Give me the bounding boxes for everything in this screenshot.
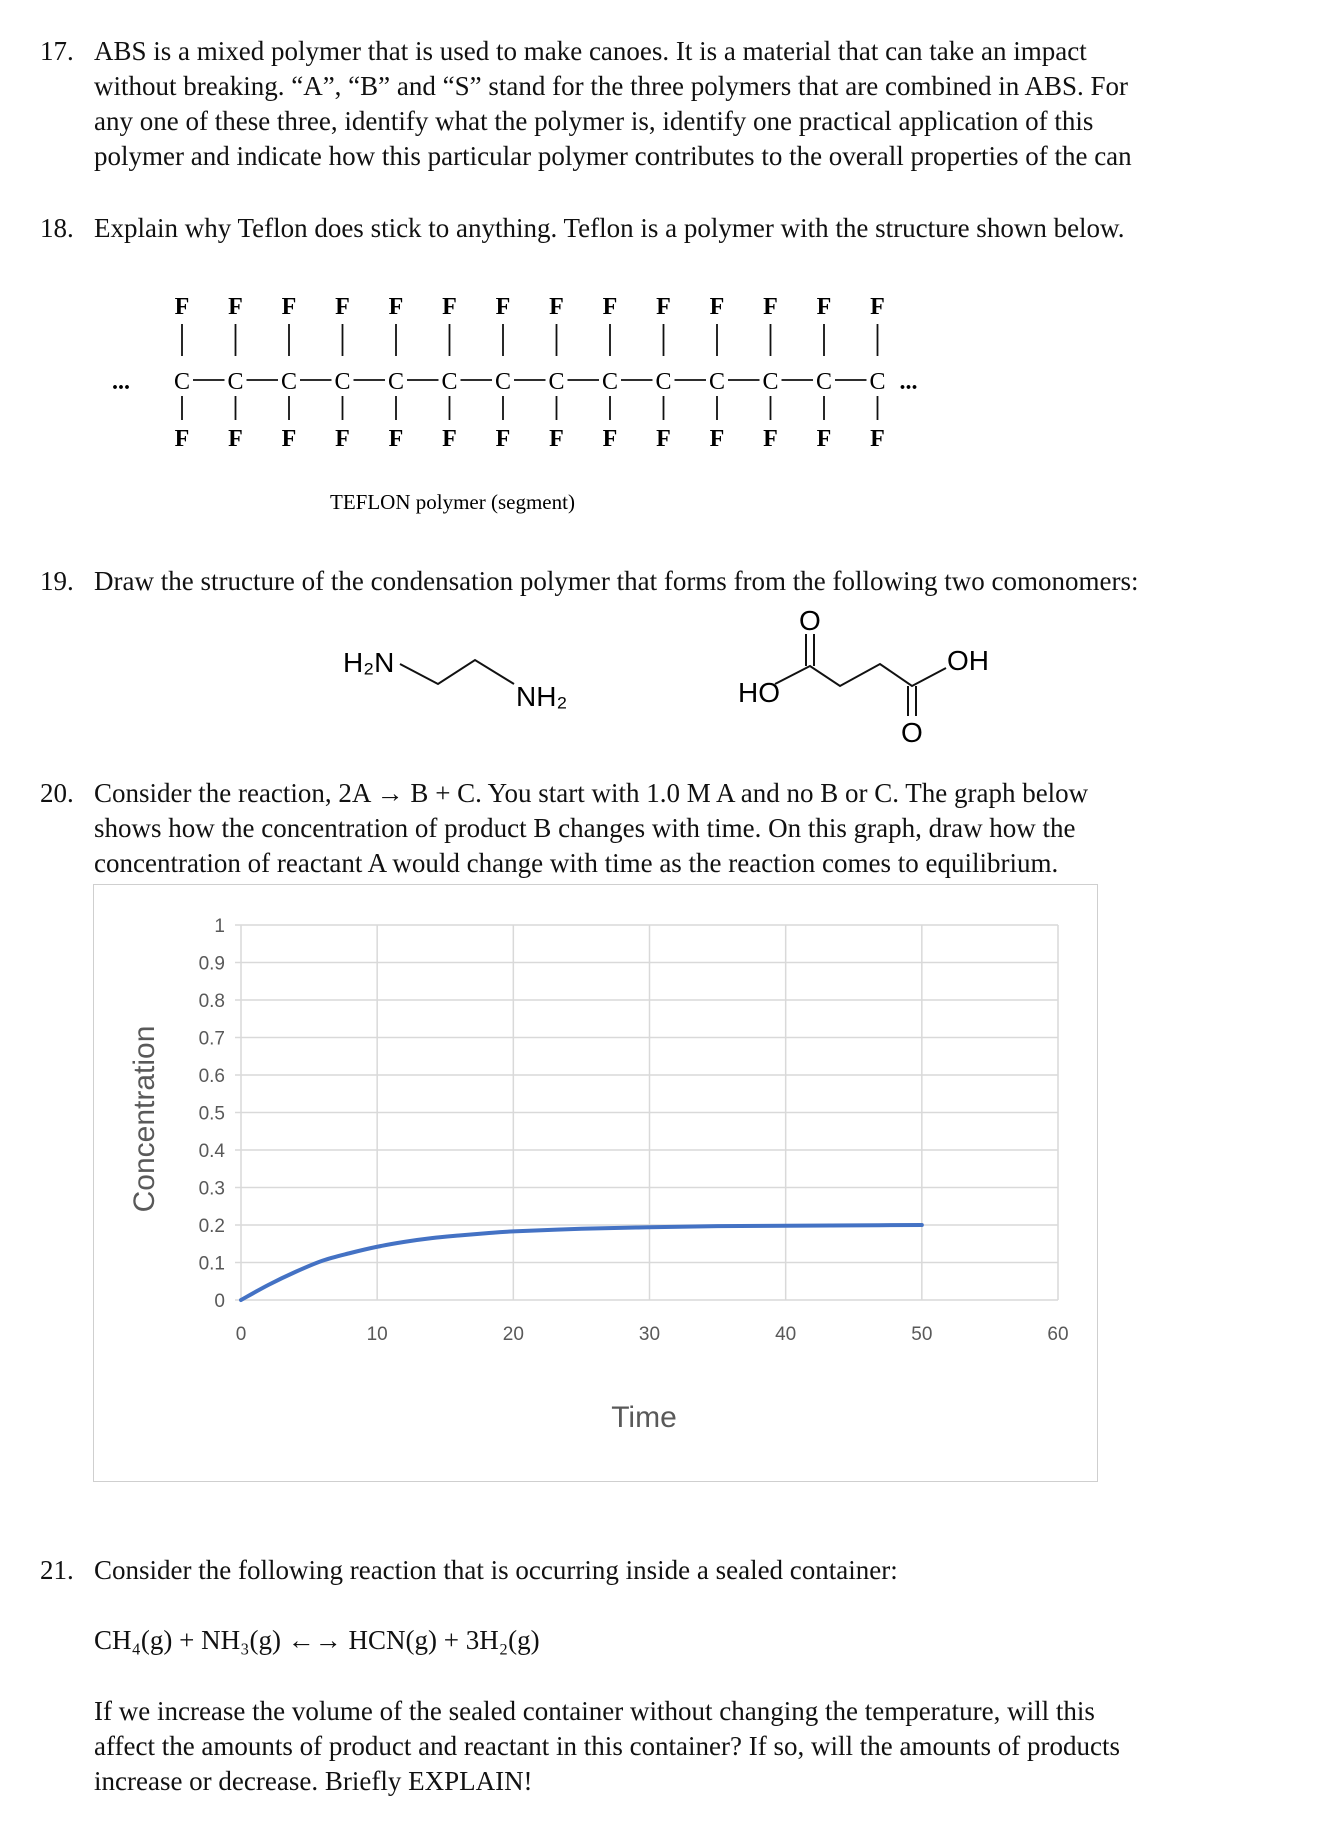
amine-group-right: NH₂ xyxy=(516,681,568,712)
y-tick-label: 0.4 xyxy=(198,1141,225,1162)
teflon-structure xyxy=(112,284,932,524)
amine-group-left: H₂N xyxy=(343,647,395,678)
x-tick-label: 50 xyxy=(911,1324,933,1345)
question-text-line: polymer and indicate how this particular polymer contributes to the overall properties of the can xyxy=(94,141,1132,171)
question-17 xyxy=(40,34,1290,174)
question-text-line: Draw the structure of the condensation polymer that forms from the following two comonomers: xyxy=(94,566,1139,596)
question-text-line: concentration of reactant A would change with time as the reaction comes to equilibrium. xyxy=(94,848,1059,878)
fluorine-atom: F xyxy=(816,426,832,452)
question-text-line: Consider the following reaction that is occurring inside a sealed container: xyxy=(94,1555,898,1585)
question-21-followup xyxy=(40,1694,1290,1799)
fluorine-atom: F xyxy=(335,426,350,452)
question-number: 21. xyxy=(40,1555,74,1585)
fluorine-atom: F xyxy=(388,426,404,452)
teflon-caption: TEFLON polymer (segment) xyxy=(330,490,575,514)
carbon-chain xyxy=(775,664,946,686)
fluorine-atom: F xyxy=(281,294,297,320)
fluorine-atom: F xyxy=(442,426,457,452)
question-text-line: increase or decrease. Briefly EXPLAIN! xyxy=(94,1766,533,1796)
fluorine-atom: F xyxy=(763,294,778,320)
carbonyl-oxygen-top: O xyxy=(799,605,821,636)
carbon-atom: C xyxy=(441,369,458,395)
fluorine-atom: F xyxy=(870,426,885,452)
fluorine-atom: F xyxy=(442,294,457,320)
question-text-line: If we increase the volume of the sealed container without changing the temperature, will this xyxy=(94,1696,1095,1726)
fluorine-atom: F xyxy=(495,294,511,320)
fluorine-atom: F xyxy=(549,294,564,320)
fluorine-atom: F xyxy=(602,294,618,320)
y-tick-label: 0.7 xyxy=(198,1028,225,1050)
y-tick-label: 0.5 xyxy=(198,1103,225,1125)
question-text-line: Explain why Teflon does stick to anything. Teflon is a polymer with the structure shown below. xyxy=(94,213,1125,243)
question-21 xyxy=(40,1553,1290,1588)
carbon-chain xyxy=(400,660,514,684)
fluorine-atom: F xyxy=(281,426,297,452)
y-tick-label: 1 xyxy=(214,916,225,937)
x-tick-label: 60 xyxy=(1047,1324,1069,1345)
chart-svg xyxy=(94,885,1097,1481)
y-tick-label: 0.2 xyxy=(198,1216,225,1237)
question-18 xyxy=(40,211,1290,246)
y-tick-label: 0.8 xyxy=(198,991,225,1012)
fluorine-atom: F xyxy=(816,294,832,320)
hydroxyl-group-left: HO xyxy=(738,677,780,708)
fluorine-atom: F xyxy=(870,294,885,320)
x-tick-label: 0 xyxy=(235,1324,247,1345)
fluorine-atom: F xyxy=(228,294,243,320)
fluorine-atom: F xyxy=(656,294,671,320)
question-text-line: shows how the concentration of product B changes with time. On this graph, draw how the xyxy=(94,813,1076,843)
carbon-atom: C xyxy=(762,369,779,395)
carbon-atom: C xyxy=(548,369,565,395)
fluorine-atom: F xyxy=(335,294,350,320)
carbon-atom: C xyxy=(708,369,726,395)
fluorine-atom: F xyxy=(602,426,618,452)
x-tick-label: 40 xyxy=(775,1324,797,1345)
fluorine-atom: F xyxy=(495,426,511,452)
y-axis-label: Concentration xyxy=(128,1025,161,1213)
fluorine-atom: F xyxy=(174,426,190,452)
question-text-line: any one of these three, identify what the polymer is, identify one practical application of this xyxy=(94,106,1094,136)
fluorine-atom: F xyxy=(709,426,725,452)
question-19 xyxy=(40,564,1290,599)
y-tick-label: 0.3 xyxy=(198,1178,225,1200)
fluorine-atom: F xyxy=(174,294,190,320)
concentration-chart xyxy=(93,884,1098,1482)
reaction-equation: CH₄(g) + NH₃(g) ←→ HCN(g) + 3H₂(g) xyxy=(94,1625,540,1655)
carbon-atom: C xyxy=(334,369,351,395)
chain-ellipsis-left: ... xyxy=(112,369,130,395)
question-number: 17. xyxy=(40,36,74,66)
question-text-line: affect the amounts of product and reactant in this container? If so, will the amounts of products xyxy=(94,1731,1120,1761)
question-number: 20. xyxy=(40,778,74,808)
carbon-atom: C xyxy=(815,369,833,395)
carbon-atom: C xyxy=(280,369,298,395)
diamine-monomer xyxy=(343,647,567,712)
carbon-atom: C xyxy=(869,369,886,395)
carbon-atom: C xyxy=(173,369,191,395)
hydroxyl-group-right: OH xyxy=(947,645,989,676)
question-number: 19. xyxy=(40,566,74,596)
carbon-atom: C xyxy=(387,369,405,395)
y-tick-label: 0.9 xyxy=(198,953,225,975)
diacid-monomer xyxy=(738,605,989,748)
carbon-atom: C xyxy=(227,369,244,395)
comonomers xyxy=(320,605,1040,748)
question-number: 18. xyxy=(40,213,74,243)
question-text-line: Consider the reaction, 2A → B + C. You start with 1.0 M A and no B or C. The graph below xyxy=(94,778,1089,808)
fluorine-atom: F xyxy=(656,426,671,452)
fluorine-atom: F xyxy=(763,426,778,452)
carbon-atom: C xyxy=(655,369,672,395)
x-axis-label: Time xyxy=(611,1401,677,1434)
fluorine-atom: F xyxy=(709,294,725,320)
x-tick-label: 10 xyxy=(366,1324,388,1345)
question-20 xyxy=(40,776,1290,881)
chain-ellipsis-right: ... xyxy=(899,369,918,395)
fluorine-atom: F xyxy=(228,426,243,452)
carbon-atom: C xyxy=(494,369,512,395)
question-text-line: without breaking. “A”, “B” and “S” stand for the three polymers that are combined in ABS. For xyxy=(94,71,1128,101)
y-tick-label: 0.6 xyxy=(198,1066,225,1087)
x-tick-label: 30 xyxy=(638,1324,661,1345)
carbon-atom: C xyxy=(601,369,619,395)
fluorine-atom: F xyxy=(388,294,404,320)
y-tick-label: 0 xyxy=(214,1291,225,1312)
x-tick-label: 20 xyxy=(502,1324,524,1345)
y-tick-label: 0.1 xyxy=(198,1253,225,1275)
question-text-line: ABS is a mixed polymer that is used to make canoes. It is a material that can take an impact xyxy=(94,36,1087,66)
fluorine-atom: F xyxy=(549,426,564,452)
carbonyl-oxygen-bottom: O xyxy=(901,717,923,748)
